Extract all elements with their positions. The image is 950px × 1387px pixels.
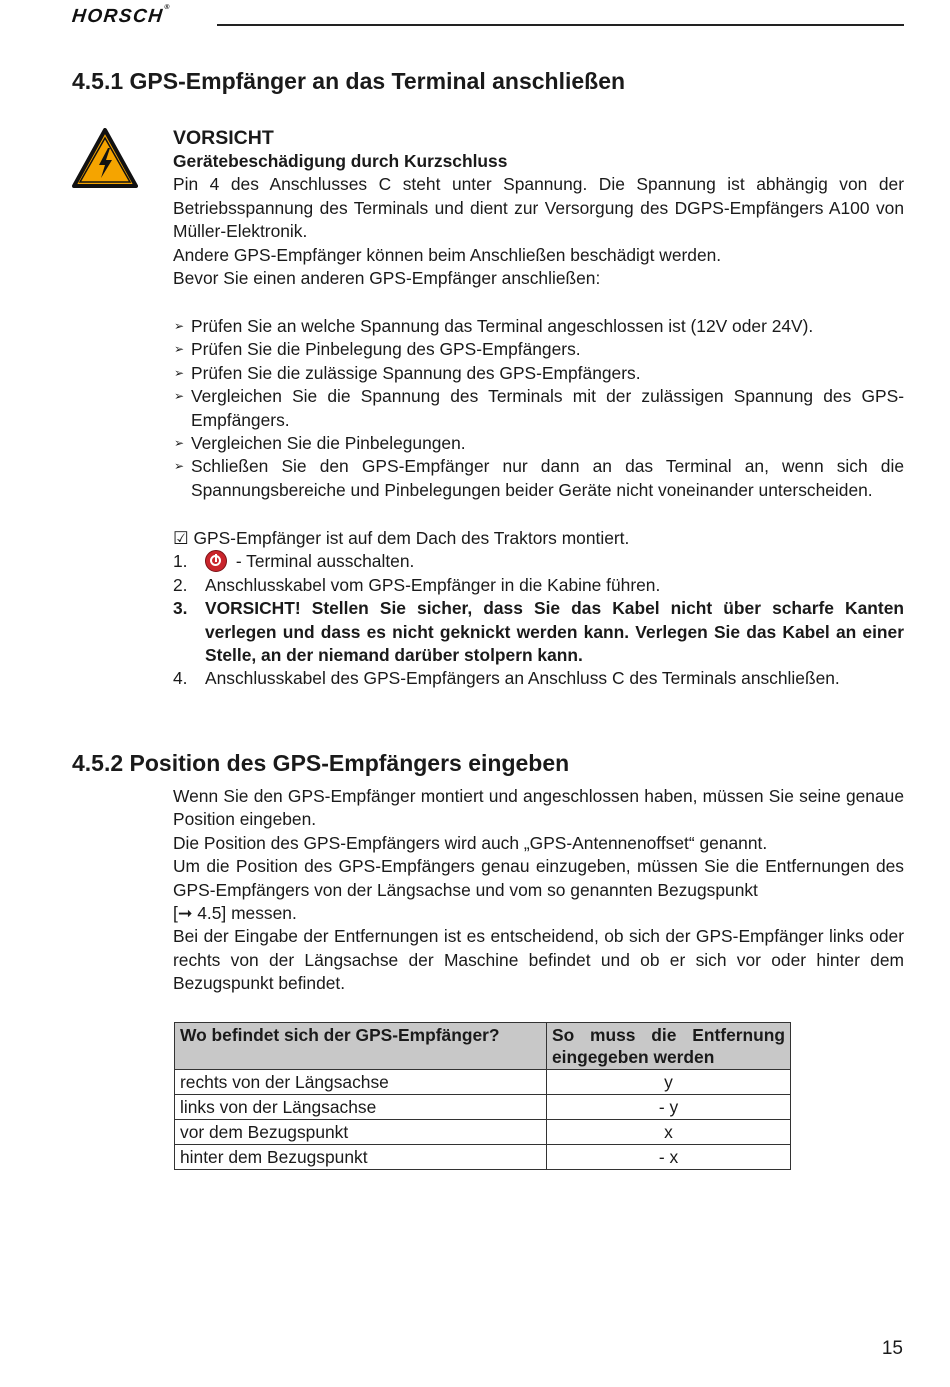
table-row <box>175 1145 791 1170</box>
warning-subheading: Gerätebeschädigung durch Kurzschluss <box>173 151 508 171</box>
section2-body <box>173 785 904 996</box>
list-item: ➢ Vergleichen Sie die Spannung des Terminals mit der zulässigen Spannung des GPS-Empfängers. <box>174 386 904 430</box>
paragraph: Wenn Sie den GPS-Empfänger montiert und angeschlossen haben, müssen Sie seine genaue Position eingeben. <box>173 786 904 830</box>
warning-heading: VORSICHT <box>173 127 274 149</box>
warning-paragraph: Andere GPS-Empfänger können beim Anschließen beschädigt werden. <box>173 244 722 265</box>
list-item: ➢ Prüfen Sie an welche Spannung das Terminal angeschlossen ist (12V oder 24V). <box>173 315 904 338</box>
step-item: 4. Anschlusskabel des GPS-Empfängers an Anschluss C des Terminals anschließen. <box>173 668 840 689</box>
arrow-bullet-icon: ➢ <box>174 436 185 451</box>
paragraph: Um die Position des GPS-Empfängers genau einzugeben, müssen Sie die Entfernungen des GPS-Empfängers von der Längsachse und vom so genannten Bezugspunkt <box>173 856 904 900</box>
column-header: Wo befindet sich der GPS-Empfänger? <box>175 1023 547 1070</box>
table-cell: links von der Längsachse <box>175 1095 547 1120</box>
list-item: ➢ Schließen Sie den GPS-Empfänger nur dann an das Terminal an, wenn sich die Spannungsbereiche und Pinbelegungen beider Geräte nicht voneinander unterscheiden. <box>174 456 904 500</box>
arrow-bullet-icon: ➢ <box>174 389 185 404</box>
table-cell: rechts von der Längsachse <box>175 1070 547 1095</box>
table-cell: hinter dem Bezugspunkt <box>175 1145 547 1170</box>
step-item: 3. VORSICHT! Stellen Sie sicher, dass Sie das Kabel nicht über scharfe Kanten verlegen und dass es nicht geknickt werden kann. Verlegen Sie das Kabel an einer Stelle, an der niemand darüber stolpern kann. <box>173 598 904 666</box>
cross-reference-link[interactable]: [➞ 4.5] messen. <box>173 903 297 924</box>
procedure <box>173 527 904 691</box>
warning-paragraph: Pin 4 des Anschlusses C steht unter Spannung. Die Spannung ist abhängig von der Betriebsspannung des Terminals und dient zur Versorgung des DGPS-Empfängers A100 von Müller-Elektronik. <box>173 174 904 242</box>
column-header: So muss die Entfernung eingegeben werden <box>547 1023 791 1070</box>
arrow-bullet-icon: ➢ <box>174 342 185 357</box>
high-voltage-warning-icon <box>72 128 138 188</box>
table-header-row <box>175 1023 791 1070</box>
paragraph: Bei der Eingabe der Entfernungen ist es entscheidend, ob sich der GPS-Empfänger links oder rechts von der Längsachse der Maschine befindet und ob er sich vor oder hinter dem Bezugspunkt befindet. <box>173 926 904 994</box>
step-item: 2. Anschlusskabel vom GPS-Empfänger in die Kabine führen. <box>173 574 661 595</box>
arrow-bullet-icon: ➢ <box>174 459 185 474</box>
page-number: 15 <box>881 1338 903 1359</box>
table-cell: vor dem Bezugspunkt <box>175 1120 547 1145</box>
list-item: ➢ Prüfen Sie die Pinbelegung des GPS-Empfängers. <box>173 338 904 361</box>
power-button-icon <box>205 550 227 572</box>
checkbox-checked-icon: ☑ <box>173 528 189 548</box>
horsch-logo: HORSCH® <box>70 4 170 27</box>
table-cell: - x <box>547 1145 791 1170</box>
step-item: 1. - Terminal ausschalten. <box>173 551 415 572</box>
precondition: ☑ GPS-Empfänger ist auf dem Dach des Traktors montiert. <box>173 528 630 548</box>
warning-paragraph: Bevor Sie einen anderen GPS-Empfänger anschließen: <box>173 268 601 289</box>
warning-block <box>173 126 904 290</box>
table-cell: - y <box>547 1095 791 1120</box>
position-table <box>174 1022 791 1170</box>
list-item: ➢ Prüfen Sie die zulässige Spannung des GPS-Empfängers. <box>173 362 904 385</box>
arrow-bullet-icon: ➢ <box>174 365 185 380</box>
list-item: ➢ Vergleichen Sie die Pinbelegungen. <box>173 432 904 455</box>
table-row <box>175 1120 791 1145</box>
header-rule <box>217 24 904 26</box>
table-row <box>175 1070 791 1095</box>
table-cell: x <box>547 1120 791 1145</box>
page-header <box>72 6 904 28</box>
arrow-bullet-icon: ➢ <box>174 319 185 333</box>
table-cell: y <box>547 1070 791 1095</box>
paragraph: Die Position des GPS-Empfängers wird auch „GPS-Antennenoffset“ genannt. <box>173 832 768 853</box>
section-title-4-5-2: 4.5.2 Position des GPS-Empfängers eingeben <box>72 750 570 776</box>
table-row <box>175 1095 791 1120</box>
section-title-4-5-1: 4.5.1 GPS-Empfänger an das Terminal anschließen <box>72 68 626 94</box>
check-list <box>173 315 904 502</box>
